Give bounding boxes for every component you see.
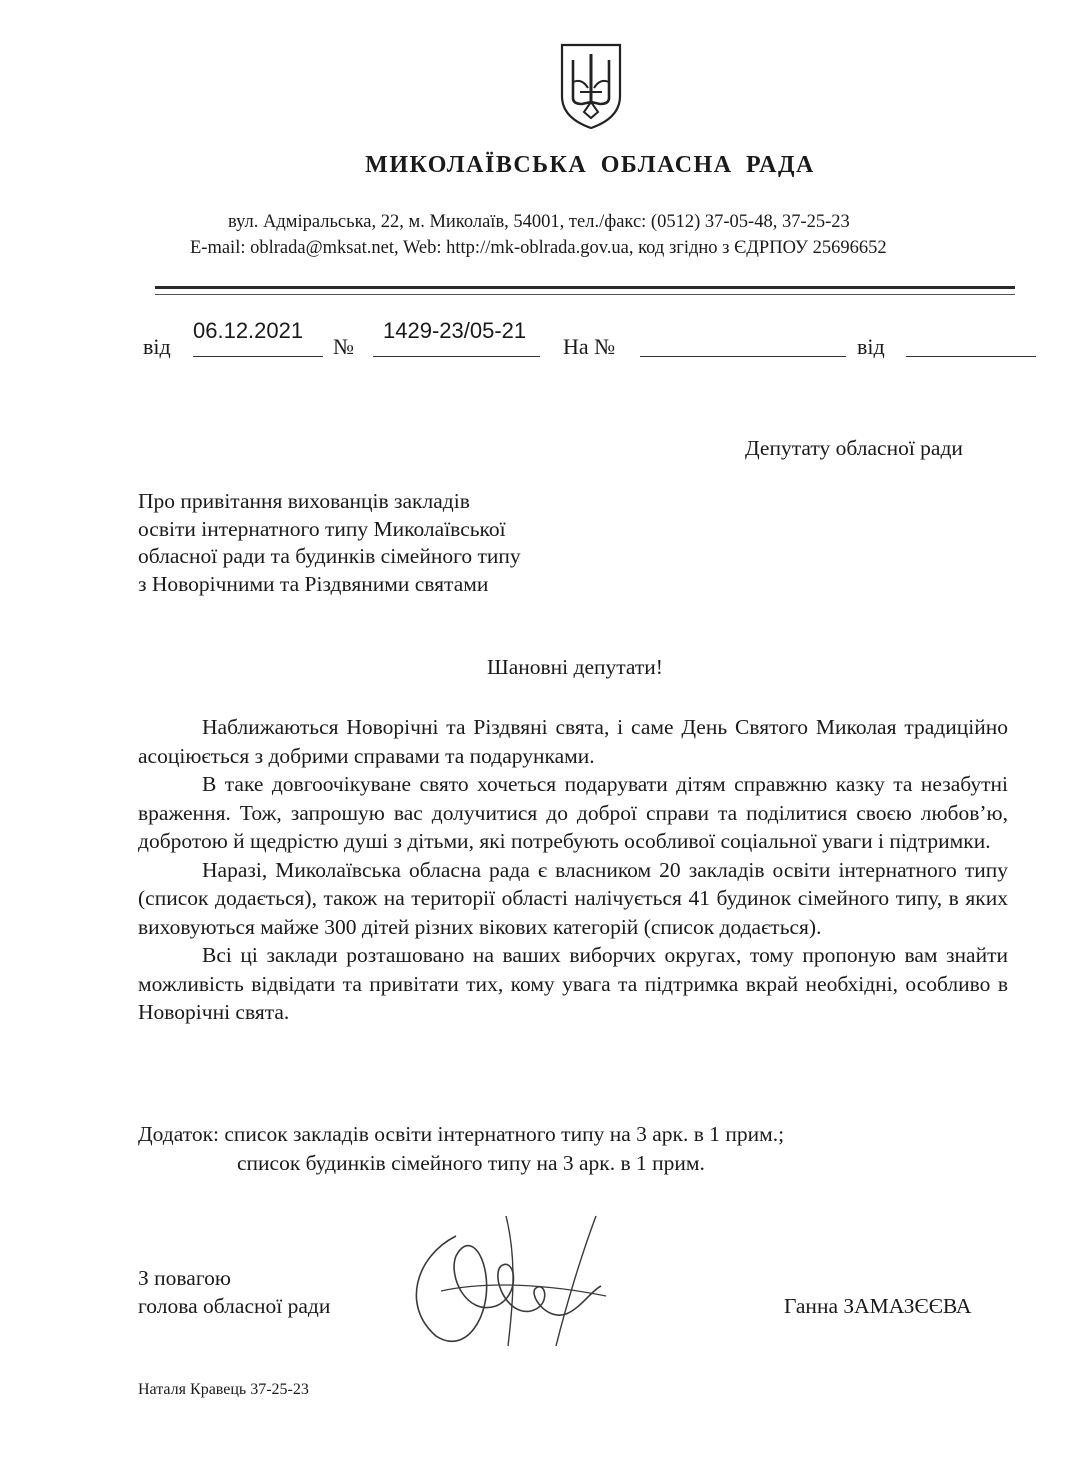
subject-line: Про привітання вихованців закладів [138,489,470,513]
reply-date-label: від [857,334,885,359]
subject-line: освіти інтернатного типу Миколаївської [138,516,506,541]
executor-contact: Наталя Кравець 37-25-23 [138,1381,309,1398]
salutation: Шановні депутати! [487,655,663,679]
date-underline [193,356,323,357]
addressee: Депутату обласної ради [745,436,963,460]
organization-name: МИКОЛАЇВСЬКА ОБЛАСНА РАДА [365,152,815,178]
reply-to-underline [640,356,846,357]
document-number: 1429-23/05-21 [383,318,527,343]
document-date: 06.12.2021 [193,318,304,343]
body-paragraph: Наразі, Миколаївська обласна рада є власником 20 закладів освіти інтернатного типу (список додається), також на території області налічується 41 будинок сімейного типу, в яких виховуються майже 300 дітей різних вікових категорій (список додається). [138,857,1008,939]
subject-line: з Новорічними та Різдвяними святами [138,571,489,596]
subject-line: обласної ради та будинків сімейного типу [138,544,521,568]
attachment-line: список будинків сімейного типу на 3 арк. в 1 прим. [237,1151,705,1175]
date-label: від [143,334,171,359]
number-underline [373,356,540,357]
body-paragraph: Всі ці заклади розташовано на ваших виборчих округах, тому пропоную вам знайти можливість відвідати та привітати тих, кому увага та підтримка вкрай необхідні, особливо в Новорічні свята. [138,943,1008,1024]
header-divider-thick [155,286,1015,289]
attachment-block [138,1120,784,1178]
number-label: № [333,334,354,359]
reply-date-underline [906,356,1036,357]
signer-name: Ганна ЗАМАЗЄЄВА [784,1294,972,1318]
body-paragraph: Наближаються Новорічні та Різдвяні свята, і саме День Святого Миколая традиційно асоціюється з добрими справами та подарунками. [138,715,1008,768]
subject [138,488,618,598]
trident-emblem-icon [558,42,624,130]
letter-body [138,713,1008,1027]
header-divider-thin [155,294,1015,295]
attachment-line: Додаток: список закладів освіти інтернатного типу на 3 арк. в 1 прим.; [138,1122,785,1146]
contact-address-line: вул. Адміральська, 22, м. Миколаїв, 54001, тел./факс: (0512) 37-05-48, 37-25-23 [228,212,850,232]
reply-to-label: На № [563,334,616,359]
body-paragraph: В таке довгоочікуване свято хочеться подарувати дітям справжню казку та незабутні враження. Тож, запрошую вас долучитися до доброї справи та поділитися своєю любов’ю, добротою й щедрістю душі з дітьми, які потребують особливої соціальної уваги і підтримки. [138,772,1008,853]
signer-position: голова обласної ради [138,1294,331,1318]
handwritten-signature-icon [396,1196,616,1356]
contact-web-line: E-mail: oblrada@mksat.net, Web: http://mk-oblrada.gov.ua, код згідно з ЄДРПОУ 25696652 [190,238,887,258]
closing-phrase: З повагою [138,1266,231,1290]
